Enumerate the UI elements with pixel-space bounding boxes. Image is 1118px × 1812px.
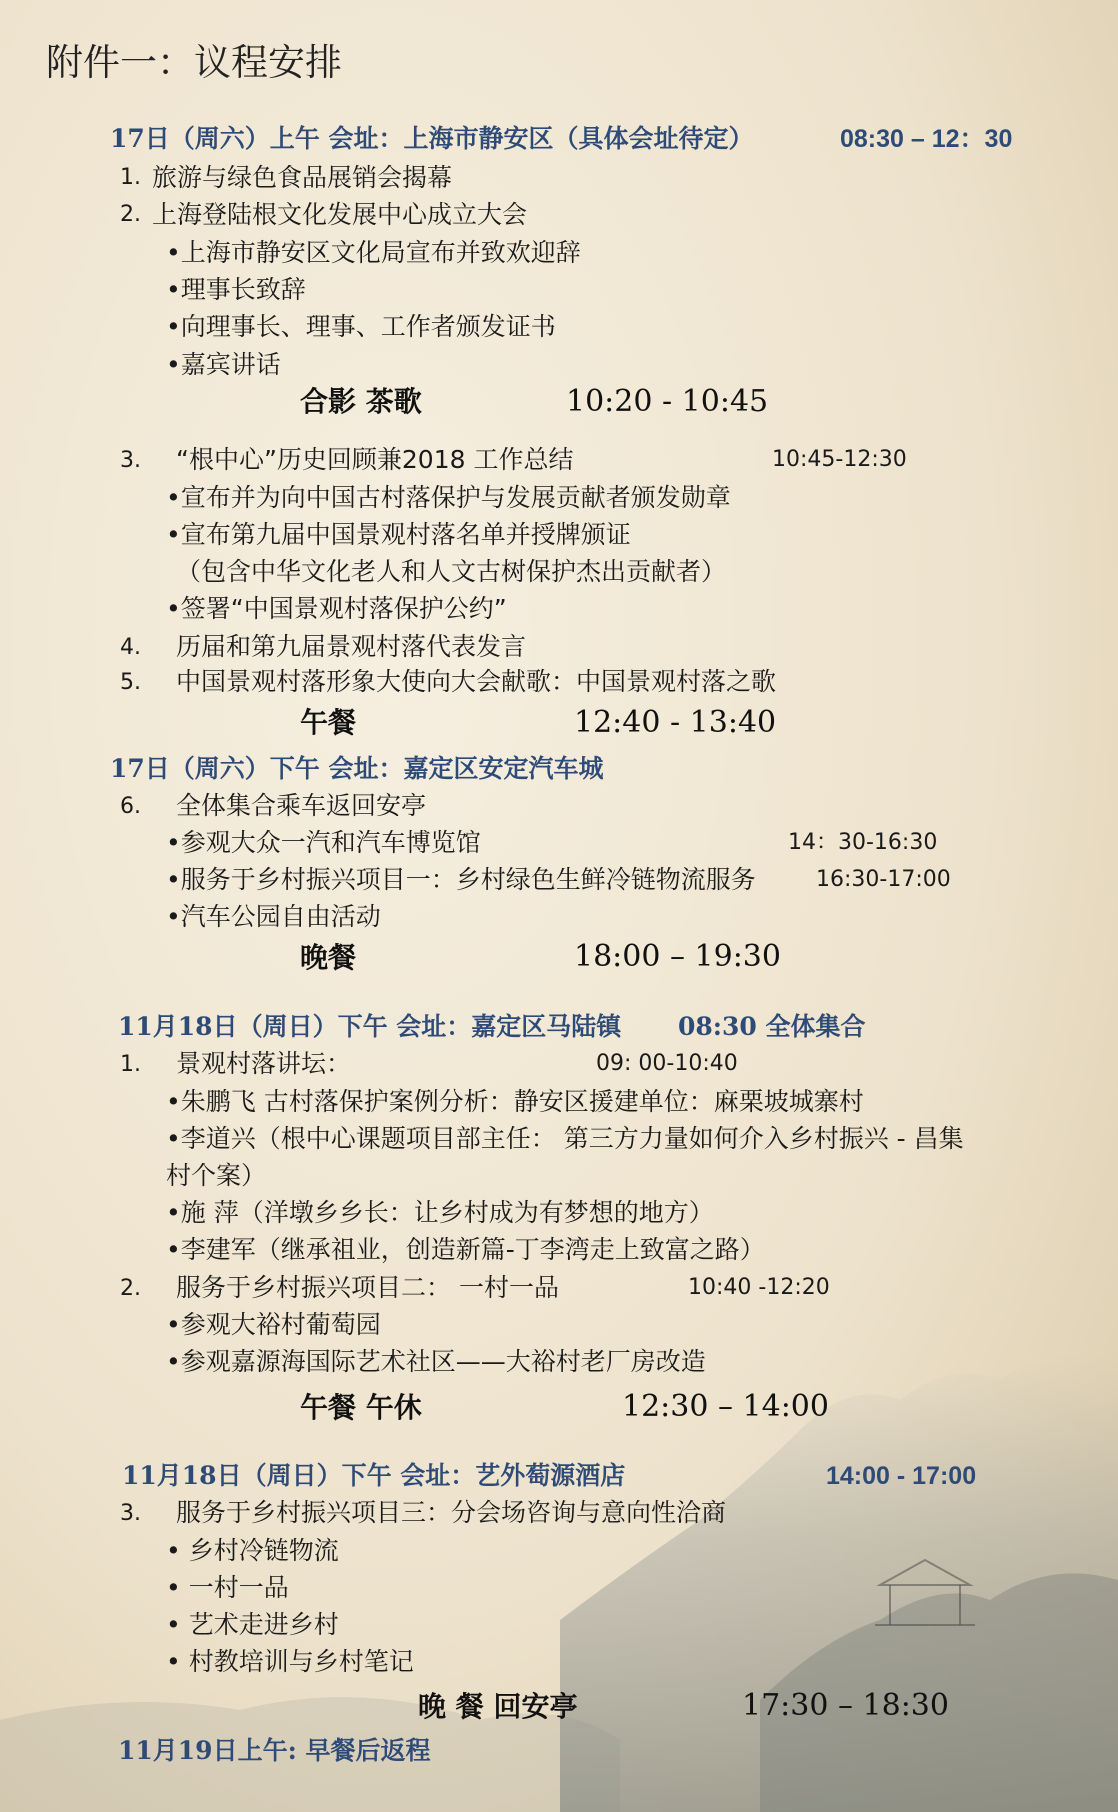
section-header-sun-hotel: 11月18日（周日）下午 会址：艺外萄源酒店 <box>122 1461 626 1490</box>
section-time-sun-maluzhen: 08:30 全体集合 <box>678 1012 866 1041</box>
agenda-bullet: •服务于乡村振兴项目一：乡村绿色生鲜冷链物流服务 <box>166 865 756 894</box>
dinner-time: 18:00 – 19:30 <box>574 939 781 974</box>
item-time: 10:40 -12:20 <box>688 1275 830 1300</box>
agenda-bullet: •施 萍（洋墩乡乡长：让乡村成为有梦想的地方） <box>166 1198 714 1227</box>
lunch-rest-label: 午餐 午休 <box>300 1391 422 1424</box>
section-header-mon-return: 11月19日上午: 早餐后返程 <box>118 1736 431 1765</box>
agenda-bullet: •嘉宾讲话 <box>166 350 281 379</box>
item-time: 10:45-12:30 <box>772 447 907 472</box>
lunch-rest-time: 12:30 – 14:00 <box>622 1389 829 1424</box>
agenda-item: 中国景观村落形象大使向大会献歌：中国景观村落之歌 <box>176 667 777 696</box>
break-label: 合影 茶歌 <box>300 385 422 418</box>
break-time: 10:20 - 10:45 <box>566 384 769 419</box>
item-time: 14：30-16:30 <box>788 830 938 855</box>
item-time: 16:30-17:00 <box>816 867 951 892</box>
agenda-bullet: • 村教培训与乡村笔记 <box>166 1647 414 1676</box>
item-number: 1. <box>120 1052 141 1077</box>
lunch-time: 12:40 - 13:40 <box>574 705 777 740</box>
item-number: 2. <box>120 1276 141 1301</box>
agenda-item: 旅游与绿色食品展销会揭幕 <box>152 163 453 192</box>
agenda-bullet: •李建军（继承祖业，创造新篇-丁李湾走上致富之路） <box>166 1235 765 1264</box>
item-time: 09: 00-10:40 <box>596 1051 738 1076</box>
item-number: 2. <box>120 202 141 227</box>
agenda-bullet: •参观大裕村葡萄园 <box>166 1310 381 1339</box>
agenda-bullet: •上海市静安区文化局宣布并致欢迎辞 <box>166 238 581 267</box>
agenda-bullet: •李道兴（根中心课题项目部主任： 第三方力量如何介入乡村振兴 - 昌集 <box>166 1124 964 1153</box>
section-header-sat-afternoon: 17日（周六）下午 会址：嘉定区安定汽车城 <box>110 754 604 783</box>
agenda-bullet: •朱鹏飞 古村落保护案例分析：静安区援建单位：麻栗坡城寨村 <box>166 1087 864 1116</box>
agenda-bullet: •理事长致辞 <box>166 275 306 304</box>
agenda-bullet: •宣布第九届中国景观村落名单并授牌颁证 <box>166 520 631 549</box>
item-number: 5. <box>120 670 141 695</box>
agenda-item: 服务于乡村振兴项目二： 一村一品 <box>176 1273 559 1302</box>
agenda-bullet-continued: 村个案） <box>166 1161 267 1190</box>
agenda-bullet: •向理事长、理事、工作者颁发证书 <box>166 312 556 341</box>
agenda-bullet: • 乡村冷链物流 <box>166 1536 339 1565</box>
agenda-bullet: •宣布并为向中国古村落保护与发展贡献者颁发勋章 <box>166 483 731 512</box>
item-number: 3. <box>120 448 141 473</box>
agenda-bullet: • 艺术走进乡村 <box>166 1610 339 1639</box>
agenda-bullet: • 一村一品 <box>166 1573 289 1602</box>
item-number: 3. <box>120 1501 141 1526</box>
section-header-sun-maluzhen: 11月18日（周日）下午 会址：嘉定区马陆镇 <box>118 1012 622 1041</box>
page-title: 附件一：议程安排 <box>46 41 342 84</box>
agenda-bullet: •参观大众一汽和汽车博览馆 <box>166 828 481 857</box>
dinner-return-time: 17:30 – 18:30 <box>742 1688 949 1723</box>
section-time-sun-hotel: 14:00 - 17:00 <box>826 1462 977 1490</box>
agenda-note: （包含中华文化老人和人文古树保护杰出贡献者） <box>176 557 727 586</box>
agenda-item: 上海登陆根文化发展中心成立大会 <box>152 200 528 229</box>
agenda-bullet: •参观嘉源海国际艺术社区——大裕村老厂房改造 <box>166 1347 706 1376</box>
agenda-item: 全体集合乘车返回安亭 <box>176 791 427 820</box>
dinner-label: 晚餐 <box>300 941 357 974</box>
section-time-sat-morning: 08:30 – 12：30 <box>840 125 1013 153</box>
item-number: 1. <box>120 165 141 190</box>
agenda-item: 服务于乡村振兴项目三：分会场咨询与意向性洽商 <box>176 1498 727 1527</box>
agenda-item: 景观村落讲坛： <box>176 1049 352 1078</box>
agenda-bullet: •签署“中国景观村落保护公约” <box>166 594 507 623</box>
agenda-bullet: •汽车公园自由活动 <box>166 902 381 931</box>
dinner-return-label: 晚 餐 回安亭 <box>418 1690 578 1723</box>
lunch-label: 午餐 <box>300 706 357 739</box>
item-number: 4. <box>120 635 141 660</box>
agenda-item: 历届和第九届景观村落代表发言 <box>176 632 527 661</box>
section-header-sat-morning: 17日（周六）上午 会址：上海市静安区（具体会址待定） <box>110 124 754 153</box>
agenda-item: “根中心”历史回顾兼2018 工作总结 <box>176 445 574 474</box>
item-number: 6. <box>120 794 141 819</box>
